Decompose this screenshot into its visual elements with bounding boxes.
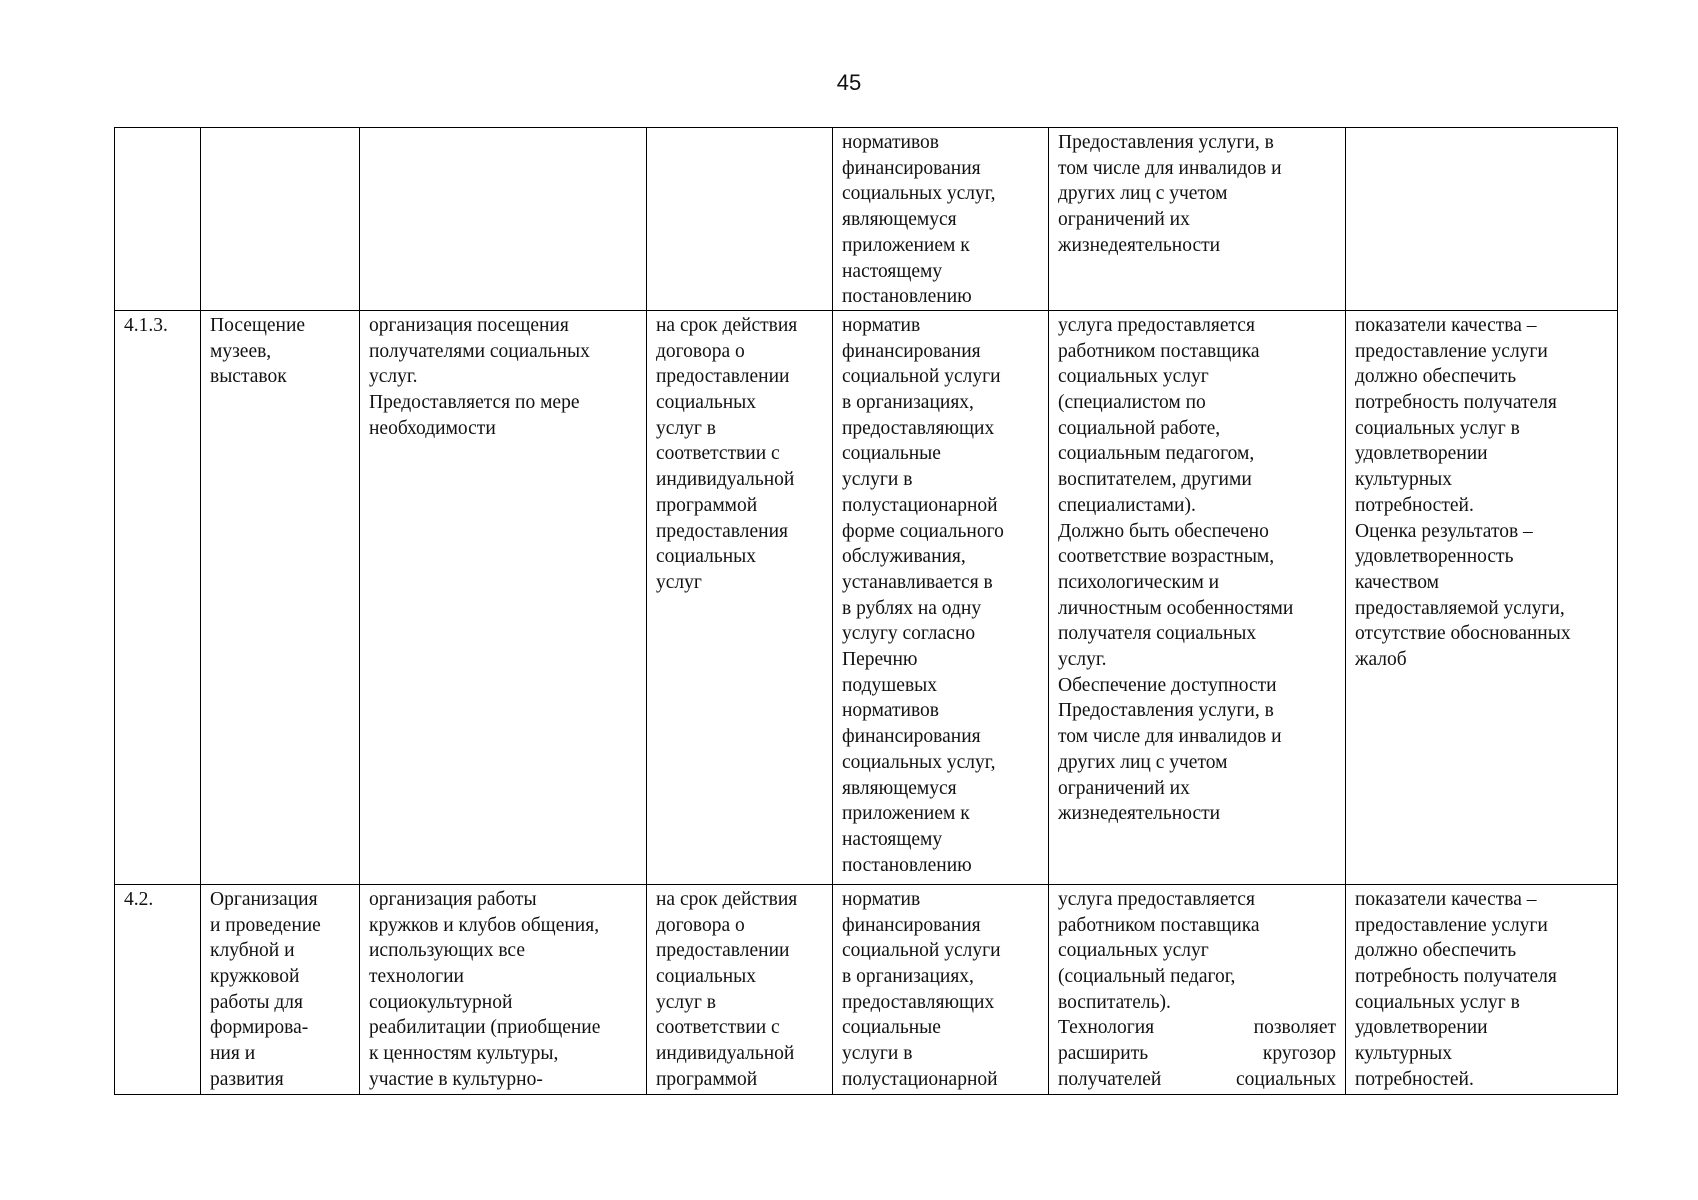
- cell-line: организация посещения: [369, 314, 569, 336]
- services-table: [114, 127, 1618, 1095]
- cell-line: реабилитации (приобщение: [369, 1017, 601, 1039]
- cell-line: социальных услуг: [1058, 940, 1209, 962]
- cell-line: отсутствие обоснованных: [1355, 623, 1571, 645]
- cell-line: жизнедеятельности: [1058, 234, 1221, 256]
- cell-line: том числе для инвалидов и: [1058, 157, 1282, 179]
- cell-line: приложением к: [842, 234, 970, 256]
- cell-line: и проведение: [210, 914, 321, 936]
- cell-line: являющемуся: [842, 777, 957, 799]
- cell-line: должно обеспечить: [1355, 366, 1517, 388]
- cell-line: расширить кругозор: [1058, 1043, 1336, 1065]
- cell-line: Посещение: [210, 314, 306, 336]
- cell-line: ния и: [210, 1043, 256, 1065]
- cell-line: ограничений их: [1058, 209, 1190, 231]
- cell-line: получателями социальных: [369, 340, 590, 362]
- cell-line: полустационарной: [842, 494, 998, 516]
- cell-content: [360, 128, 647, 311]
- cell-line: использующих все: [369, 940, 525, 962]
- cell-line: специалистами).: [1058, 494, 1196, 516]
- cell-line: социальным педагогом,: [1058, 443, 1255, 465]
- cell-line: подушевых: [842, 674, 938, 696]
- cell-line: Предоставления услуги, в: [1058, 132, 1274, 153]
- cell-line: Оценка результатов –: [1355, 520, 1533, 542]
- cell-cost: [833, 884, 1049, 1094]
- cell-line: показатели качества –: [1355, 888, 1537, 910]
- cell-line: социальных: [656, 392, 757, 414]
- cell-line: других лиц с учетом: [1058, 183, 1228, 205]
- cell-num: 4.1.3.: [115, 310, 201, 884]
- cell-line: обслуживания,: [842, 546, 966, 568]
- cell-line: социальных услуг в: [1355, 417, 1520, 439]
- cell-term: [647, 884, 833, 1094]
- cell-line: договора о: [656, 914, 745, 936]
- cell-line: финансирования: [842, 726, 981, 748]
- cell-line: потребностей.: [1355, 1068, 1474, 1090]
- cell-line: постановлению: [842, 854, 972, 876]
- cell-line: в организациях,: [842, 392, 974, 414]
- cell-line: настоящему: [842, 260, 943, 282]
- cell-quality: [1346, 128, 1618, 311]
- cell-line: программой: [656, 494, 758, 516]
- cell-line: удовлетворенность: [1355, 546, 1514, 568]
- table-row: [115, 310, 1618, 884]
- cell-line: услуг: [656, 571, 702, 593]
- cell-conditions: [1049, 310, 1346, 884]
- cell-content: [360, 884, 647, 1094]
- cell-line: Обеспечение доступности: [1058, 674, 1277, 696]
- cell-line: развития: [210, 1068, 284, 1090]
- table-row: [115, 128, 1618, 311]
- cell-line: социальной услуги: [842, 940, 1001, 962]
- cell-line: предоставляющих: [842, 417, 995, 439]
- cell-line: соответствие возрастным,: [1058, 546, 1275, 568]
- cell-line: услуга предоставляется: [1058, 314, 1255, 336]
- cell-line: индивидуальной: [656, 1043, 795, 1065]
- cell-line: потребность получателя: [1355, 392, 1557, 414]
- cell-line: (социальный педагог,: [1058, 966, 1236, 988]
- cell-line: культурных: [1355, 1043, 1453, 1065]
- cell-line: норматив: [842, 314, 921, 336]
- cell-line: работником поставщика: [1058, 340, 1260, 362]
- cell-line: в рублях на одну: [842, 597, 982, 619]
- cell-line: социальные: [842, 1017, 941, 1039]
- cell-line: Перечню: [842, 649, 918, 671]
- cell-cost: [833, 128, 1049, 311]
- cell-line: социальной услуги: [842, 366, 1001, 388]
- cell-line: социальных: [656, 966, 757, 988]
- cell-line: услуг.: [1058, 649, 1107, 671]
- cell-line: жалоб: [1355, 649, 1407, 671]
- cell-line: финансирования: [842, 914, 981, 936]
- cell-line: том числе для инвалидов и: [1058, 726, 1282, 748]
- cell-name: [201, 884, 360, 1094]
- table-row: [115, 884, 1618, 1094]
- cell-line: услугу согласно: [842, 623, 976, 645]
- cell-line: культурных: [1355, 469, 1453, 491]
- cell-line: социальных услуг,: [842, 751, 996, 773]
- cell-line: финансирования: [842, 340, 981, 362]
- cell-line: личностным особенностями: [1058, 597, 1294, 619]
- cell-line: услуг.: [369, 366, 418, 388]
- cell-line: Предоставляется по мере: [369, 392, 580, 414]
- cell-line: к ценностям культуры,: [369, 1043, 559, 1065]
- cell-line: предоставляющих: [842, 991, 995, 1013]
- cell-line: услуги в: [842, 469, 913, 491]
- cell-line: кружковой: [210, 966, 300, 988]
- cell-line: Технология позволяет: [1058, 1017, 1336, 1039]
- cell-line: удовлетворении: [1355, 1017, 1488, 1039]
- cell-line: социальных услуг в: [1355, 991, 1520, 1013]
- cell-line: предоставлении: [656, 366, 790, 388]
- cell-line: социальной работе,: [1058, 417, 1221, 439]
- cell-conditions: [1049, 128, 1346, 311]
- cell-line: являющемуся: [842, 209, 957, 231]
- cell-line: клубной и: [210, 940, 295, 962]
- cell-quality: [1346, 310, 1618, 884]
- cell-num: [115, 128, 201, 311]
- cell-line: программой: [656, 1068, 758, 1090]
- cell-line: услуги в: [842, 1043, 913, 1065]
- cell-line: нормативов: [842, 700, 939, 722]
- cell-line: услуг в: [656, 417, 716, 439]
- cell-line: получателей социальных: [1058, 1068, 1336, 1090]
- cell-content: [360, 310, 647, 884]
- cell-line: получателя социальных: [1058, 623, 1257, 645]
- cell-line: потребность получателя: [1355, 966, 1557, 988]
- cell-line: социальных: [656, 546, 757, 568]
- cell-line: работником поставщика: [1058, 914, 1260, 936]
- cell-line: удовлетворении: [1355, 443, 1488, 465]
- cell-line: формирова-: [210, 1017, 309, 1039]
- cell-line: предоставляемой услуги,: [1355, 597, 1565, 619]
- cell-line: договора о: [656, 340, 745, 362]
- cell-line: организация работы: [369, 888, 537, 910]
- cell-line: социальных услуг,: [842, 183, 996, 205]
- cell-line: воспитатель).: [1058, 991, 1171, 1013]
- cell-line: Предоставления услуги, в: [1058, 700, 1274, 722]
- cell-line: услуг в: [656, 991, 716, 1013]
- cell-line: выставок: [210, 366, 287, 388]
- cell-line: музеев,: [210, 340, 272, 362]
- cell-line: необходимости: [369, 417, 496, 439]
- cell-line: настоящему: [842, 828, 943, 850]
- cell-line: форме социального: [842, 520, 1004, 542]
- cell-line: нормативов: [842, 132, 939, 153]
- cell-line: социокультурной: [369, 991, 513, 1013]
- cell-line: других лиц с учетом: [1058, 751, 1228, 773]
- cell-line: (специалистом по: [1058, 392, 1206, 414]
- cell-line: психологическим и: [1058, 571, 1220, 593]
- cell-line: предоставление услуги: [1355, 914, 1548, 936]
- cell-line: полустационарной: [842, 1068, 998, 1090]
- cell-line: постановлению: [842, 286, 972, 308]
- cell-name: [201, 128, 360, 311]
- cell-line: услуга предоставляется: [1058, 888, 1255, 910]
- cell-line: приложением к: [842, 803, 970, 825]
- cell-line: Должно быть обеспечено: [1058, 520, 1269, 542]
- cell-line: соответствии с: [656, 443, 780, 465]
- cell-line: качеством: [1355, 571, 1439, 593]
- cell-line: жизнедеятельности: [1058, 803, 1221, 825]
- cell-line: на срок действия: [656, 888, 798, 910]
- cell-line: должно обеспечить: [1355, 940, 1517, 962]
- cell-line: воспитателем, другими: [1058, 469, 1252, 491]
- cell-line: индивидуальной: [656, 469, 795, 491]
- cell-line: предоставления: [656, 520, 788, 542]
- cell-quality: [1346, 884, 1618, 1094]
- cell-line: финансирования: [842, 157, 981, 179]
- cell-line: предоставление услуги: [1355, 340, 1548, 362]
- cell-cost: [833, 310, 1049, 884]
- cell-line: норматив: [842, 888, 921, 910]
- cell-line: ограничений их: [1058, 777, 1190, 799]
- cell-line: работы для: [210, 991, 303, 1013]
- cell-line: на срок действия: [656, 314, 798, 336]
- cell-line: устанавливается в: [842, 571, 993, 593]
- cell-line: предоставлении: [656, 940, 790, 962]
- cell-line: в организациях,: [842, 966, 974, 988]
- cell-num: 4.2.: [115, 884, 201, 1094]
- cell-line: кружков и клубов общения,: [369, 914, 600, 936]
- cell-line: технологии: [369, 966, 464, 988]
- cell-line: участие в культурно-: [369, 1068, 543, 1090]
- cell-line: соответствии с: [656, 1017, 780, 1039]
- page-number: 45: [836, 70, 862, 95]
- cell-line: социальные: [842, 443, 941, 465]
- cell-name: [201, 310, 360, 884]
- cell-line: потребностей.: [1355, 494, 1474, 516]
- cell-line: социальных услуг: [1058, 366, 1209, 388]
- cell-term: [647, 128, 833, 311]
- cell-line: показатели качества –: [1355, 314, 1537, 336]
- cell-conditions: [1049, 884, 1346, 1094]
- cell-line: Организация: [210, 888, 318, 910]
- cell-term: [647, 310, 833, 884]
